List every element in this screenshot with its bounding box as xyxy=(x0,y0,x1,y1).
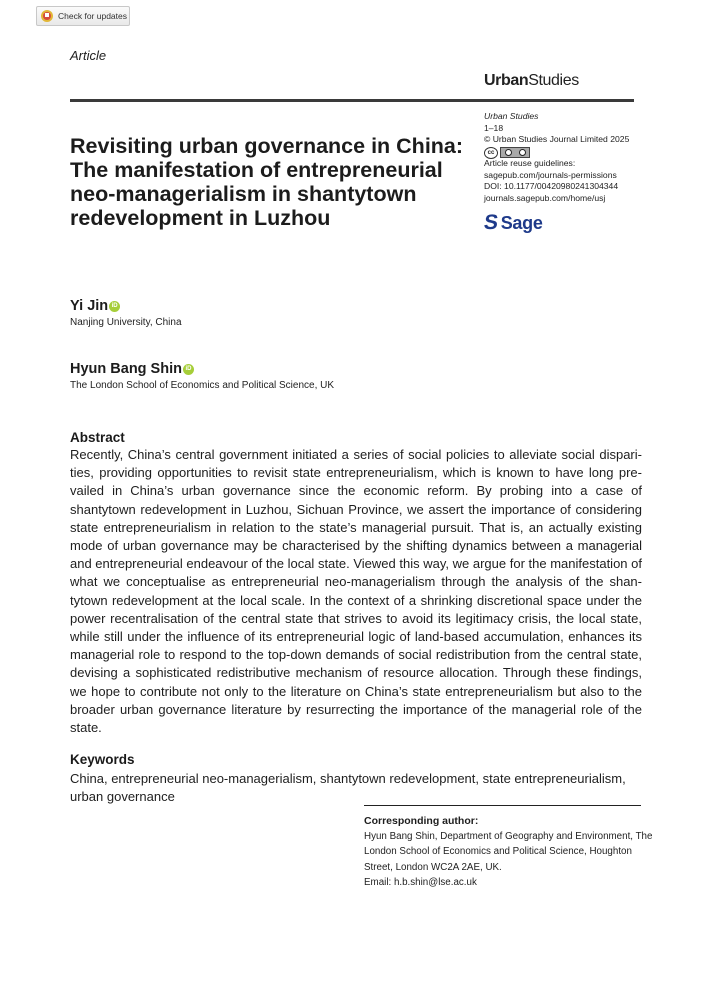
meta-reuse-label: Article reuse guidelines: xyxy=(484,158,576,169)
meta-copyright: © Urban Studies Journal Limited 2025 xyxy=(484,134,630,145)
journal-logo xyxy=(484,72,579,90)
orcid-icon[interactable]: iD xyxy=(183,364,194,375)
corresponding-author xyxy=(364,814,654,890)
keywords-text: China, entrepreneurial neo-managerialism, shantytown redevelopment, state entrepreneurialism, urban governance xyxy=(70,771,626,805)
meta-reuse-link[interactable]: sagepub.com/journals-permissions xyxy=(484,169,617,180)
journal-logo-bold: Urban xyxy=(484,72,529,89)
journal-logo-light: Studies xyxy=(528,72,579,89)
crossmark-icon xyxy=(41,10,53,22)
footnote-divider xyxy=(364,805,641,806)
header-divider xyxy=(70,99,634,102)
corresponding-email[interactable]: Email: h.b.shin@lse.ac.uk xyxy=(364,876,477,888)
publication-meta xyxy=(484,111,629,205)
check-for-updates-button[interactable] xyxy=(36,6,130,26)
author-block-1 xyxy=(70,298,182,328)
meta-doi[interactable]: DOI: 10.1177/00420980241304344 xyxy=(484,181,619,192)
author-name: Yi Jin xyxy=(70,298,109,314)
author-name: Hyun Bang Shin xyxy=(70,361,182,377)
by-nc-icon xyxy=(500,147,530,158)
orcid-icon[interactable]: iD xyxy=(109,301,120,312)
article-type-label: Article xyxy=(70,48,107,63)
noncommercial-icon xyxy=(519,149,526,156)
author-block-2 xyxy=(70,361,334,391)
attribution-icon xyxy=(505,149,512,156)
keywords-heading: Keywords xyxy=(70,752,135,767)
corresponding-address: Hyun Bang Shin, Department of Geography and Environment, The London School of Economics and Political Science, Houghton Street, London WC2A 2AE, UK. xyxy=(364,831,653,873)
meta-pages: 1–18 xyxy=(484,122,504,133)
corresponding-heading: Corresponding author: xyxy=(364,815,479,827)
meta-journal: Urban Studies xyxy=(484,111,539,121)
sage-s-icon: S xyxy=(482,211,500,234)
cc-icon: cc xyxy=(484,147,498,159)
author-affiliation: The London School of Economics and Political Science, UK xyxy=(70,380,335,391)
author-affiliation: Nanjing University, China xyxy=(70,317,182,328)
abstract-heading: Abstract xyxy=(70,430,125,445)
abstract-text: Recently, China’s central government initiated a series of social policies to alleviate social disparities, providing opportunities to revisit state entrepreneurialism, which is known to have long prevailed in China’s urban governance since the economic reform. By probing into a case of shantytown redevelopment in Luzhou, Sichuan Province, we assert the importance of considering state entrepreneurialism in relation to the state’s managerial pursuit. That is, an actually existing mode of urban governance may be characterised by the shifting dynamics between a managerial and entrepreneurial endeavour of the local state. Viewed this way, we argue for the manifestation of what we conceptualise as entrepreneurial neo-managerialism through the analysis of the shantytown redevelopment at the local scale. In the context of a shrinking discretional space under the power recentralisation of the central state that strives to avoid its legitimacy crisis, the local state, while still under the influence of its entrepreneurial logic of land-based accumulation, enhances its managerial role to respond to the top-down demands of social redistribution from the central state, devising a sophisticated redistributive mechanism of resource allocation. Through these findings, we hope to contribute not only to the literature on China’s state entrepreneurialism but also to the broader urban governance literature by resurrecting the importance of the managerial role of the state. xyxy=(70,447,642,736)
sage-logo xyxy=(484,211,543,235)
check-for-updates-label: Check for updates xyxy=(58,11,127,21)
meta-journal-link[interactable]: journals.sagepub.com/home/usj xyxy=(484,193,606,204)
article-title: Revisiting urban governance in China: The manifestation of entrepreneurial neo-managerialism in shantytown redevelopment in Luzhou xyxy=(70,134,464,230)
cc-by-nc-license-icon[interactable] xyxy=(484,147,530,158)
sage-wordmark: Sage xyxy=(500,212,543,233)
